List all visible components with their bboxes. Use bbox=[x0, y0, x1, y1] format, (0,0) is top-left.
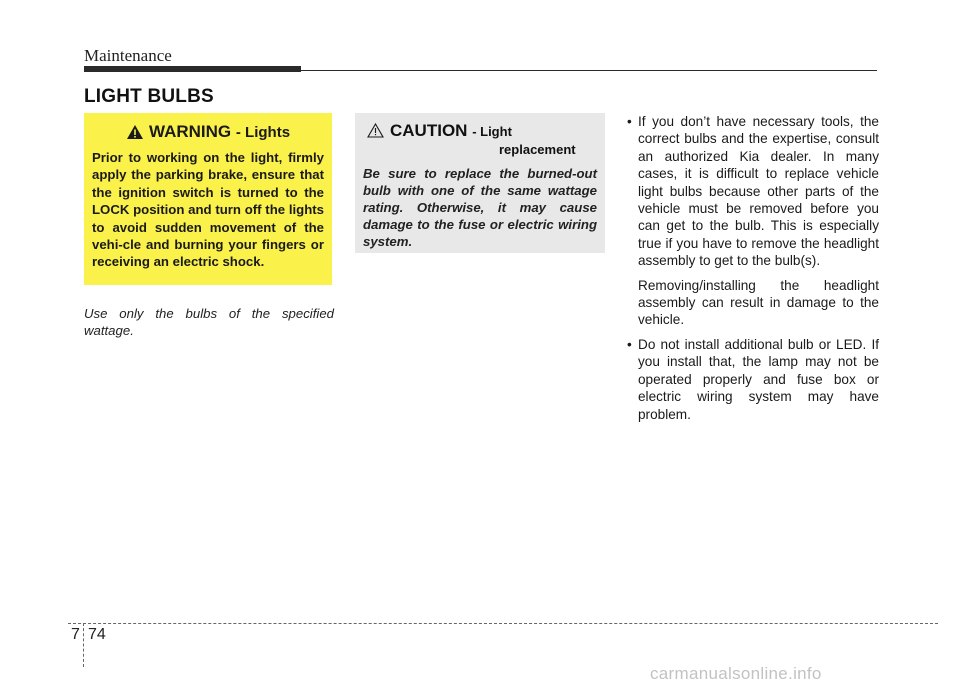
warning-box bbox=[84, 113, 332, 285]
caution-body: Be sure to replace the burned-out bulb with one of the same wattage rating. Otherwise, it may cause damage to the fuse or electric wiring system. bbox=[363, 166, 597, 249]
caution-heading bbox=[390, 121, 512, 141]
bullet-item bbox=[627, 113, 879, 270]
caution-sub-label-2: replacement bbox=[499, 142, 576, 157]
bullet-dot: • bbox=[627, 336, 632, 352]
watermark: carmanualsonline.info bbox=[650, 664, 822, 683]
header-rule-thin bbox=[301, 70, 877, 71]
page-number: 74 bbox=[88, 626, 106, 643]
warning-label: WARNING bbox=[148, 122, 232, 141]
header-rule-thick bbox=[84, 66, 301, 72]
section-title: LIGHT BULBS bbox=[84, 86, 214, 107]
chapter-number: 7 bbox=[71, 626, 80, 643]
wattage-note: Use only the bulbs of the specified wattage. bbox=[84, 306, 334, 338]
bullet-text-2: Do not install additional bulb or LED. If you install that, the lamp may not be operated properly and fuse box or electric wiring system may have problem. bbox=[638, 336, 879, 422]
bullet-continuation: Removing/installing the headlight assembly can result in damage to the vehicle. bbox=[638, 277, 879, 328]
footer-divider bbox=[83, 623, 84, 667]
footer-rule bbox=[68, 623, 938, 624]
bullet-item bbox=[627, 336, 879, 423]
caution-box bbox=[355, 113, 605, 253]
chapter-title: Maintenance bbox=[84, 46, 172, 65]
warning-triangle-icon bbox=[126, 124, 144, 140]
caution-sub-label-1: - Light bbox=[472, 124, 512, 139]
warning-body: Prior to working on the light, firmly apply the parking brake, ensure that the ignition switch is turned to the LOCK position and turn off the lights to avoid sudden movement of the vehi-cle and burning your fingers or receiving an electric shock. bbox=[92, 150, 324, 270]
bullet-dot: • bbox=[627, 114, 632, 129]
right-column bbox=[627, 113, 879, 423]
bullet-text-1: If you don’t have necessary tools, the correct bulbs and the expertise, consult an authorized Kia dealer. In many cases, it is difficult to replace vehicle light bulbs because other parts of the vehicle must be removed before you can get to the bulb. This is especially true if you have to remove the headlight assembly to get to the bulb(s). bbox=[638, 114, 879, 269]
warning-heading bbox=[84, 122, 332, 142]
caution-triangle-icon bbox=[367, 123, 384, 138]
caution-label: CAUTION bbox=[390, 121, 468, 140]
warning-sub-label: - Lights bbox=[235, 124, 291, 141]
